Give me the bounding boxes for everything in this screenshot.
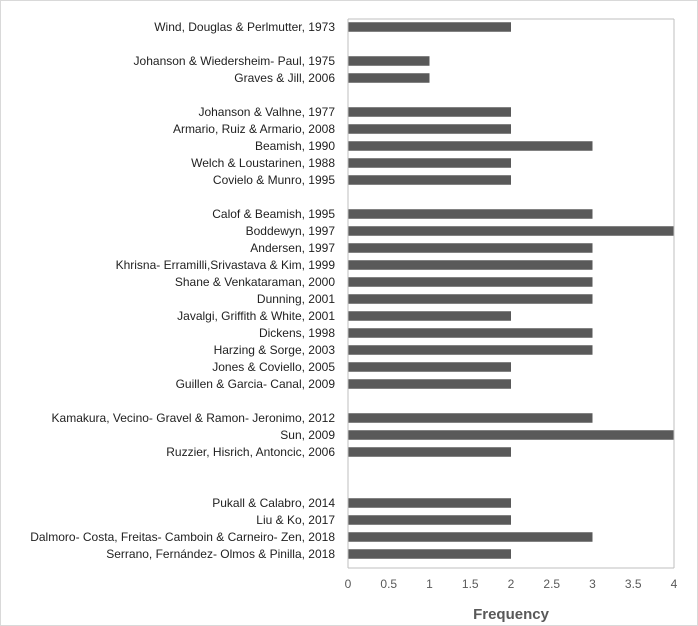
bar — [348, 22, 511, 32]
category-label: Johanson & Wiedersheim- Paul, 1975 — [133, 54, 335, 68]
bar — [348, 532, 593, 542]
category-label: Ruzzier, Hisrich, Antoncic, 2006 — [166, 445, 335, 459]
bar — [348, 124, 511, 134]
bar — [348, 141, 593, 151]
category-label: Dickens, 1998 — [258, 326, 335, 340]
bar — [348, 362, 511, 372]
category-label: Javalgi, Griffith & White, 2001 — [177, 309, 335, 323]
x-tick-label: 0 — [344, 577, 352, 591]
category-label: Jones & Coviello, 2005 — [212, 360, 335, 374]
category-label: Sun, 2009 — [280, 428, 335, 442]
bar — [348, 379, 511, 389]
category-label: Johanson & Valhne, 1977 — [198, 105, 335, 119]
category-label: Shane & Venkataraman, 2000 — [174, 275, 335, 289]
bar — [348, 73, 430, 83]
category-label: Wind, Douglas & Perlmutter, 1973 — [154, 20, 335, 34]
bars-group — [348, 22, 674, 559]
x-tick-label: 3.5 — [624, 577, 642, 591]
bar — [348, 345, 593, 355]
x-tick-label: 2 — [507, 577, 515, 591]
bar — [348, 260, 593, 270]
category-label: Harzing & Sorge, 2003 — [213, 343, 335, 357]
bar — [348, 56, 430, 66]
bar — [348, 549, 511, 559]
bar — [348, 175, 511, 185]
bar — [348, 413, 593, 423]
category-label: Kamakura, Vecino- Gravel & Ramon- Jeronimo, 2012 — [51, 411, 335, 425]
bar — [348, 294, 593, 304]
category-label: Boddewyn, 1997 — [245, 224, 335, 238]
category-label: Covielo & Munro, 1995 — [212, 173, 335, 187]
x-tick-label: 0.5 — [380, 577, 398, 591]
x-tick-label: 1.5 — [461, 577, 479, 591]
category-label: Khrisna- Erramilli,Srivastava & Kim, 1999 — [115, 258, 335, 272]
x-tick-labels — [345, 577, 678, 591]
category-label: Dalmoro- Costa, Freitas- Camboin & Carneiro- Zen, 2018 — [30, 530, 335, 544]
x-tick-label: 2.5 — [543, 577, 561, 591]
category-label: Calof & Beamish, 1995 — [212, 207, 335, 221]
x-tick-label: 3 — [589, 577, 596, 591]
bar — [348, 107, 511, 117]
category-label: Andersen, 1997 — [250, 241, 335, 255]
x-axis-title: Frequency — [473, 606, 549, 623]
category-label: Liu & Ko, 2017 — [256, 513, 335, 527]
bar — [348, 328, 593, 338]
category-label: Beamish, 1990 — [254, 139, 335, 153]
category-label: Guillen & Garcia- Canal, 2009 — [175, 377, 335, 391]
bar — [348, 311, 511, 321]
x-tick-label: 1 — [426, 577, 433, 591]
bar — [348, 498, 511, 508]
bar — [348, 158, 511, 168]
bar — [348, 447, 511, 457]
category-label: Dunning, 2001 — [256, 292, 335, 306]
category-label: Welch & Loustarinen, 1988 — [191, 156, 335, 170]
bar — [348, 243, 593, 253]
category-label: Serrano, Fernández- Olmos & Pinilla, 2018 — [106, 547, 335, 561]
bar — [348, 209, 593, 219]
bar — [348, 430, 674, 440]
category-label: Pukall & Calabro, 2014 — [212, 496, 335, 510]
bar — [348, 226, 674, 236]
bar — [348, 515, 511, 525]
category-labels — [30, 20, 335, 561]
category-label: Armario, Ruiz & Armario, 2008 — [172, 122, 335, 136]
category-label: Graves & Jill, 2006 — [234, 71, 335, 85]
bar — [348, 277, 593, 287]
x-tick-label: 4 — [670, 577, 678, 591]
